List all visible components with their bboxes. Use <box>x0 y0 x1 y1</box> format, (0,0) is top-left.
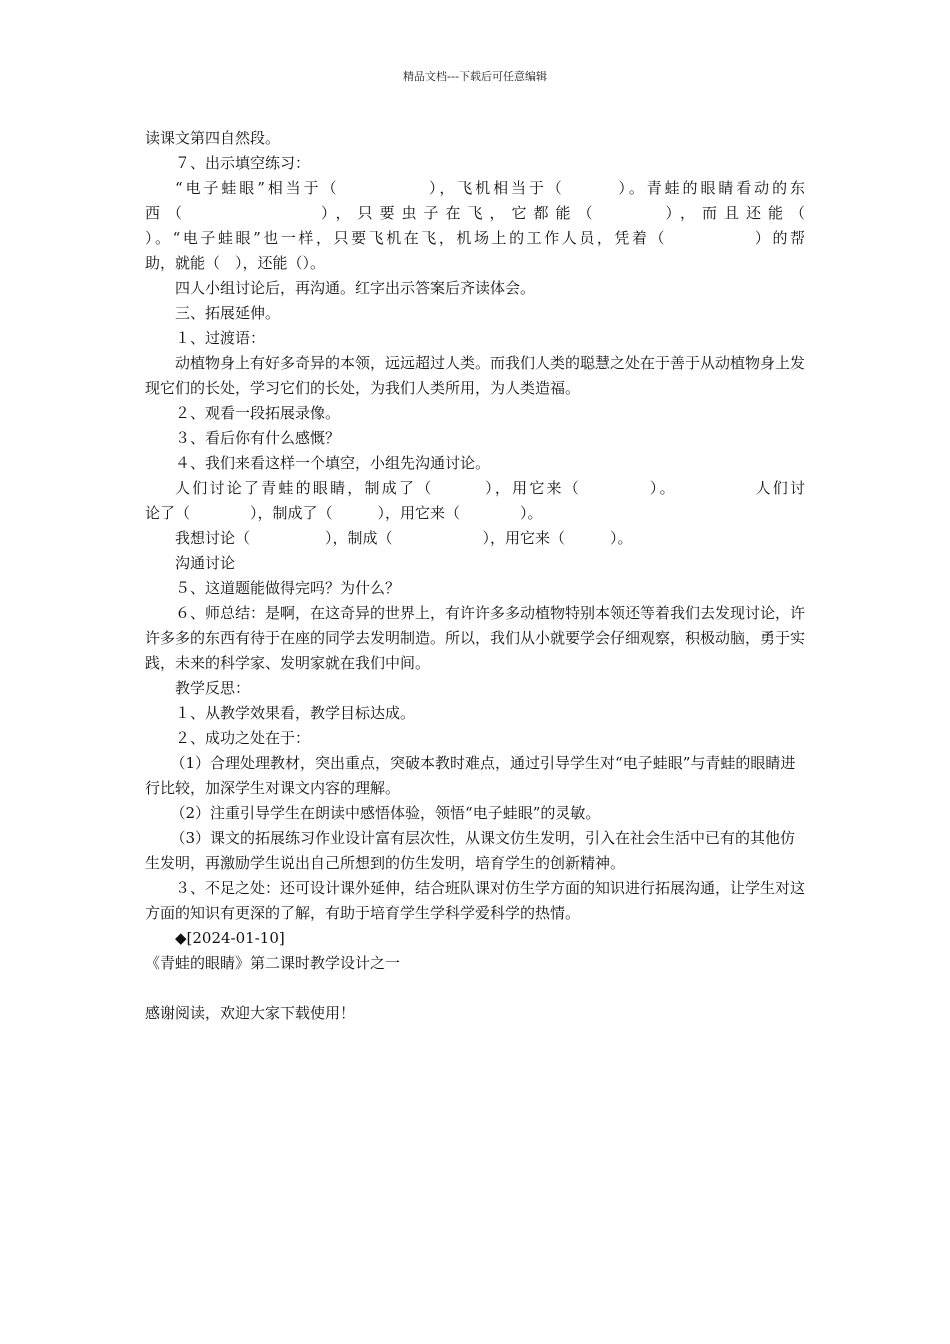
paragraph: （3）课文的拓展练习作业设计富有层次性，从课文仿生发明，引入在社会生活中已有的其他仿生发明，再激励学生说出自己所想到的仿生发明，培育学生的创新精神。 <box>145 829 796 872</box>
paragraph: （2）注重引导学生在朗读中感悟体验，领悟“电子蛙眼”的灵敏。 <box>170 804 601 822</box>
paragraph: 读课文第四自然段。 <box>145 129 281 147</box>
paragraph: ４、我们来看这样一个填空，小组先沟通讨论。 <box>175 454 491 472</box>
paragraph: “电子蛙眼”相当于（ ），飞机相当于（ ）。青蛙的眼睛看动的东 <box>175 179 805 197</box>
paragraph: １、从教学效果看，教学目标达成。 <box>175 704 416 722</box>
paragraph: （1）合理处理教材，突出重点，突破本教时难点，通过引导学生对“电子蛙眼”与青蛙的眼睛进行比较，加深学生对课文内容的理解。 <box>145 754 796 797</box>
paragraph: 教学反思： <box>175 679 251 697</box>
paragraph: 沟通讨论 <box>175 554 236 572</box>
paragraph: １、过渡语： <box>175 329 266 347</box>
paragraph: 四人小组讨论后，再沟通。红字出示答案后齐读体会。 <box>175 279 536 297</box>
paragraph: 三、拓展延伸。 <box>175 304 281 322</box>
paragraph: ５、这道题能做得完吗？为什么？ <box>175 579 401 597</box>
paragraph: ）。“电子蛙眼”也一样，只要飞机在飞，机场上的工作人员，凭着（ ）的帮 <box>145 229 805 247</box>
paragraph-list <box>145 126 805 976</box>
paragraph: 我想讨论（ ），制成（ ），用它来（ ）。 <box>175 529 633 547</box>
paragraph: 《青蛙的眼睛》第二课时教学设计之一 <box>145 954 401 972</box>
closing-note: 感谢阅读，欢迎大家下载使用！ <box>145 1004 356 1022</box>
paragraph: 人们讨论了青蛙的眼睛，制成了（ ），用它来（ ）。 人们讨 <box>175 479 805 497</box>
paragraph: ２、观看一段拓展录像。 <box>175 404 341 422</box>
paragraph: ６、师总结：是啊，在这奇异的世界上，有许许多多动植物特别本领还等着我们去发现讨论，许许多多的东西有待于在座的同学去发明制造。所以，我们从小就要学会仔细观察，积极动脑，勇于实践，未来的科学家、发明家就在我们中间。 <box>145 604 806 672</box>
paragraph: 动植物身上有好多奇异的本领，远远超过人类。而我们人类的聪慧之处在于善于从动植物身上发现它们的长处，学习它们的长处，为我们人类所用，为人类造福。 <box>145 354 806 397</box>
paragraph: ◆[2024-01-10] <box>175 929 285 947</box>
paragraph: ３、看后你有什么感慨？ <box>175 429 341 447</box>
paragraph: ２、成功之处在于： <box>175 729 311 747</box>
paragraph: 论了（ ），制成了（ ），用它来（ ）。 <box>145 504 543 522</box>
blank-line <box>145 976 805 1001</box>
paragraph: 助，就能（ ），还能（）。 <box>145 254 326 272</box>
paragraph: ３、不足之处：还可设计课外延伸，结合班队课对仿生学方面的知识进行拓展沟通，让学生对这方面的知识有更深的了解，有助于培育学生学科学爱科学的热情。 <box>145 879 806 922</box>
paragraph: 西（ ），只要虫子在飞，它都能（ ），而且还能（ <box>145 204 805 222</box>
page-header: 精品文档---下载后可任意编辑 <box>403 70 547 83</box>
document-body <box>145 126 805 1026</box>
paragraph: ７、出示填空练习： <box>175 154 311 172</box>
